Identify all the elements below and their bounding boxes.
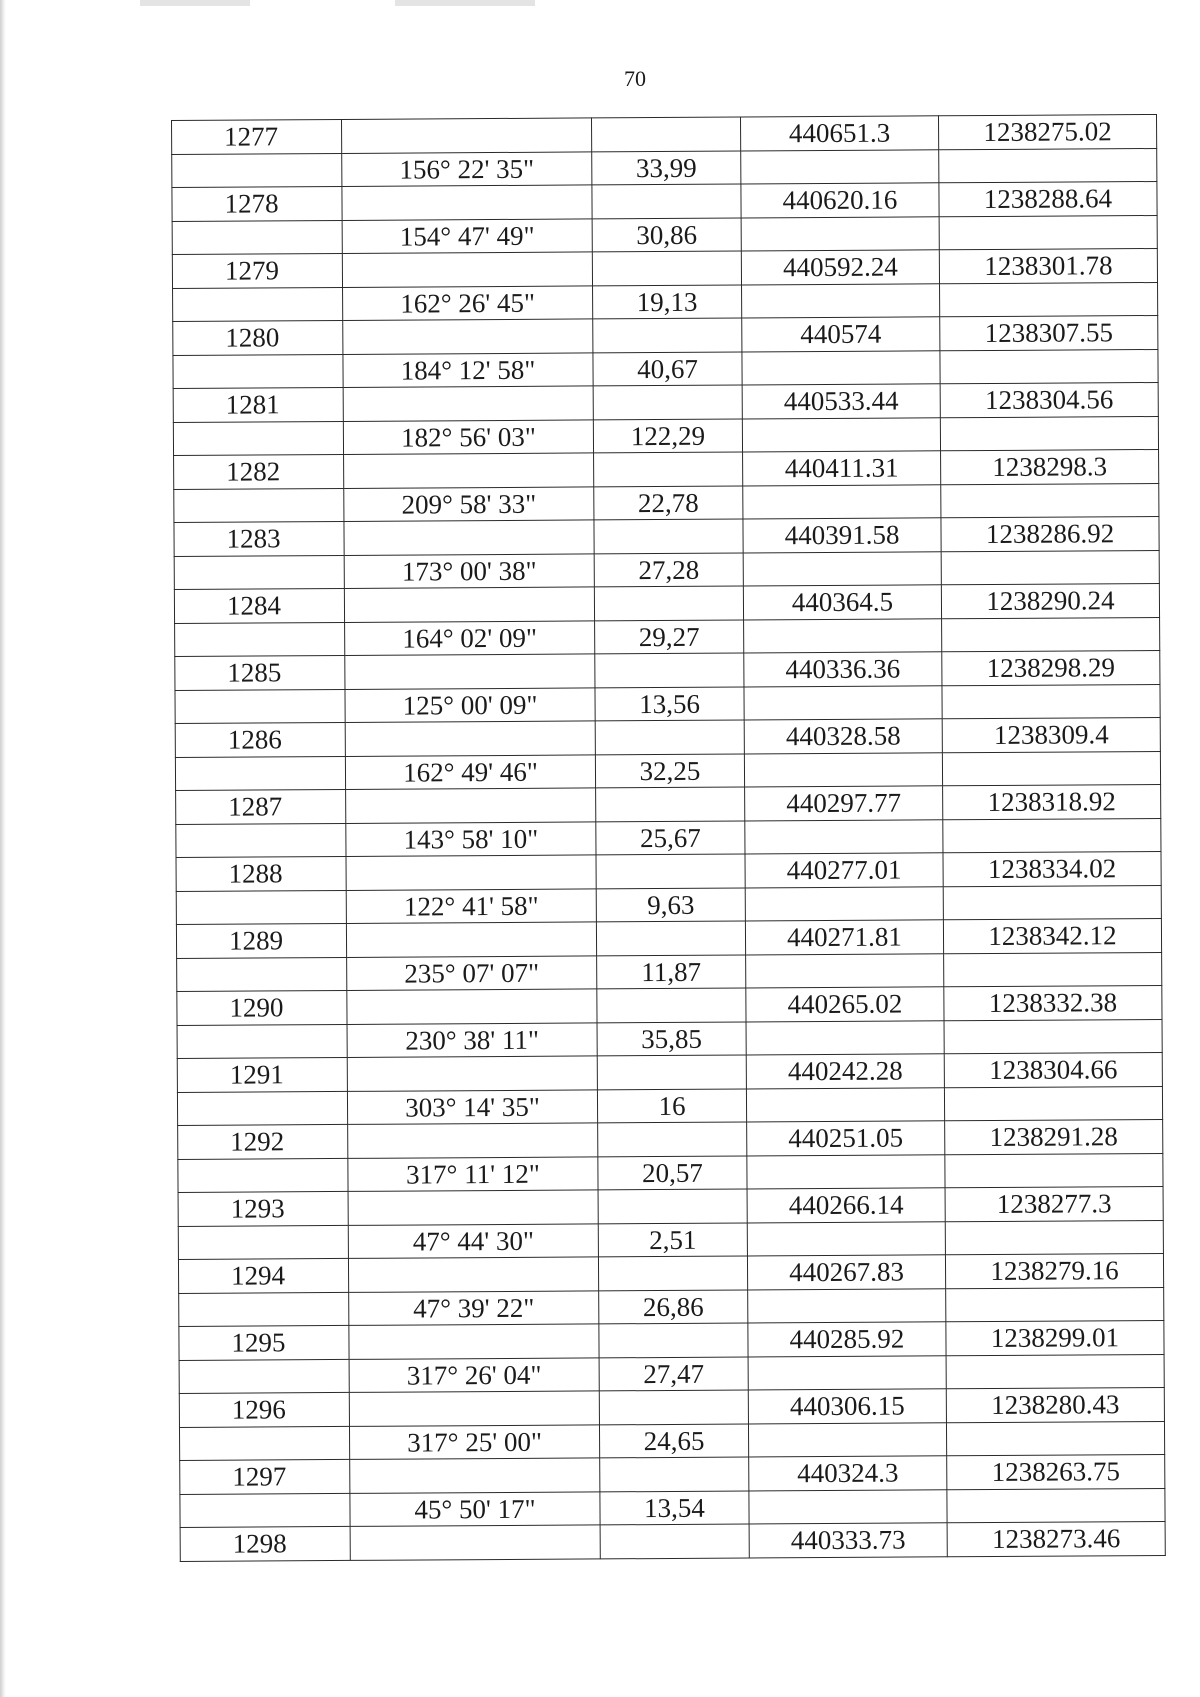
x-coordinate-cell: 440411.31 <box>743 451 941 486</box>
distance-cell: 9,63 <box>596 888 745 922</box>
direction-angle-cell <box>348 1190 598 1225</box>
x-coordinate-cell <box>746 953 944 988</box>
y-coordinate-cell <box>942 751 1160 786</box>
y-coordinate-cell <box>946 1354 1164 1389</box>
direction-angle-cell <box>350 1458 600 1493</box>
direction-angle-cell <box>346 922 596 957</box>
point-number-cell: 1296 <box>179 1392 349 1427</box>
distance-cell <box>599 1323 748 1357</box>
x-coordinate-cell <box>743 484 941 519</box>
point-number-cell: 1280 <box>173 320 343 355</box>
scan-top-mark <box>140 0 250 6</box>
distance-cell: 27,47 <box>599 1356 748 1390</box>
y-coordinate-cell: 1238304.56 <box>940 382 1158 417</box>
y-coordinate-cell <box>941 483 1159 518</box>
y-coordinate-cell: 1238342.12 <box>943 918 1161 953</box>
x-coordinate-cell: 440328.58 <box>744 719 942 754</box>
y-coordinate-cell: 1238307.55 <box>940 315 1158 350</box>
point-row <box>177 985 1162 1025</box>
point-row <box>174 583 1159 623</box>
point-number-cell: 1297 <box>180 1459 350 1494</box>
x-coordinate-cell: 440533.44 <box>742 384 940 419</box>
distance-cell: 29,27 <box>595 620 744 654</box>
point-number-cell <box>173 421 343 456</box>
y-coordinate-cell <box>946 1421 1164 1456</box>
direction-angle-cell <box>346 855 596 890</box>
distance-cell: 24,65 <box>599 1423 748 1457</box>
direction-angle-cell <box>345 654 595 689</box>
point-number-cell: 1289 <box>176 923 346 958</box>
point-number-cell <box>175 756 345 791</box>
point-row <box>175 717 1160 757</box>
x-coordinate-cell <box>749 1489 947 1524</box>
y-coordinate-cell: 1238304.66 <box>944 1052 1162 1087</box>
x-coordinate-cell <box>745 886 943 921</box>
y-coordinate-cell: 1238279.16 <box>945 1253 1163 1288</box>
point-row <box>180 1454 1165 1494</box>
distance-cell <box>598 1122 747 1156</box>
y-coordinate-cell: 1238291.28 <box>945 1119 1163 1154</box>
distance-cell: 33,99 <box>592 151 741 185</box>
x-coordinate-cell <box>742 417 940 452</box>
distance-cell <box>596 921 745 955</box>
distance-cell: 13,54 <box>600 1490 749 1524</box>
distance-cell <box>597 988 746 1022</box>
x-coordinate-cell <box>746 1020 944 1055</box>
point-number-cell <box>173 354 343 389</box>
x-coordinate-cell: 440251.05 <box>747 1121 945 1156</box>
point-number-cell: 1298 <box>180 1526 350 1561</box>
direction-angle-cell <box>350 1525 600 1560</box>
distance-cell <box>592 251 741 285</box>
distance-cell <box>593 385 742 419</box>
y-coordinate-cell: 1238273.46 <box>947 1521 1165 1556</box>
direction-angle-cell: 235° 07' 07" <box>347 955 597 990</box>
x-coordinate-cell <box>748 1288 946 1323</box>
point-number-cell <box>174 488 344 523</box>
x-coordinate-cell <box>744 618 942 653</box>
point-number-cell <box>175 622 345 657</box>
y-coordinate-cell <box>939 148 1157 183</box>
x-coordinate-cell <box>741 149 939 184</box>
y-coordinate-cell: 1238318.92 <box>943 784 1161 819</box>
coordinates-table <box>171 114 1166 1561</box>
y-coordinate-cell: 1238263.75 <box>947 1454 1165 1489</box>
distance-cell <box>592 184 741 218</box>
direction-angle-cell: 317° 26' 04" <box>349 1357 599 1392</box>
point-number-cell: 1294 <box>178 1258 348 1293</box>
point-number-cell: 1292 <box>178 1124 348 1159</box>
y-coordinate-cell: 1238298.29 <box>942 650 1160 685</box>
direction-angle-cell: 164° 02' 09" <box>345 620 595 655</box>
point-number-cell: 1284 <box>174 588 344 623</box>
scan-top-mark <box>395 0 535 6</box>
point-number-cell <box>177 1024 347 1059</box>
point-number-cell <box>173 287 343 322</box>
point-row <box>176 784 1161 824</box>
x-coordinate-cell: 440336.36 <box>744 652 942 687</box>
distance-cell <box>596 854 745 888</box>
point-number-cell <box>176 890 346 925</box>
point-number-cell <box>179 1359 349 1394</box>
point-number-cell: 1291 <box>177 1057 347 1092</box>
point-row <box>172 248 1157 288</box>
scan-edge-shadow <box>0 0 6 1697</box>
distance-cell <box>594 452 743 486</box>
point-row <box>177 1052 1162 1092</box>
distance-cell <box>591 117 740 151</box>
point-number-cell <box>179 1426 349 1461</box>
distance-cell <box>595 720 744 754</box>
direction-angle-cell: 173° 00' 38" <box>344 553 594 588</box>
distance-cell <box>595 653 744 687</box>
direction-angle-cell <box>344 587 594 622</box>
distance-cell: 122,29 <box>593 419 742 453</box>
direction-angle-cell: 303° 14' 35" <box>347 1089 597 1124</box>
direction-angle-cell: 230° 38' 11" <box>347 1022 597 1057</box>
y-coordinate-cell <box>940 282 1158 317</box>
y-coordinate-cell <box>944 952 1162 987</box>
y-coordinate-cell <box>944 1086 1162 1121</box>
distance-cell: 40,67 <box>593 352 742 386</box>
direction-angle-cell: 47° 44' 30" <box>348 1223 598 1258</box>
x-coordinate-cell: 440574 <box>742 317 940 352</box>
distance-cell <box>600 1457 749 1491</box>
y-coordinate-cell: 1238298.3 <box>941 449 1159 484</box>
x-coordinate-cell: 440364.5 <box>743 585 941 620</box>
direction-angle-cell <box>347 989 597 1024</box>
y-coordinate-cell <box>945 1153 1163 1188</box>
point-number-cell <box>176 823 346 858</box>
direction-angle-cell: 317° 25' 00" <box>349 1424 599 1459</box>
y-coordinate-cell: 1238309.4 <box>942 717 1160 752</box>
point-row <box>178 1253 1163 1293</box>
y-coordinate-cell: 1238280.43 <box>946 1387 1164 1422</box>
direction-angle-cell: 154° 47' 49" <box>342 218 592 253</box>
point-number-cell <box>172 220 342 255</box>
y-coordinate-cell: 1238275.02 <box>938 114 1156 149</box>
direction-angle-cell <box>342 252 592 287</box>
point-row <box>178 1119 1163 1159</box>
direction-angle-cell: 143° 58' 10" <box>346 821 596 856</box>
point-row <box>172 181 1157 221</box>
direction-angle-cell: 122° 41' 58" <box>346 888 596 923</box>
distance-cell <box>596 787 745 821</box>
point-number-cell: 1281 <box>173 387 343 422</box>
direction-angle-cell <box>344 453 594 488</box>
x-coordinate-cell <box>743 551 941 586</box>
distance-cell <box>594 519 743 553</box>
distance-cell <box>598 1256 747 1290</box>
point-number-cell: 1288 <box>176 856 346 891</box>
y-coordinate-cell <box>941 550 1159 585</box>
distance-cell: 35,85 <box>597 1022 746 1056</box>
point-number-cell: 1277 <box>172 119 342 154</box>
point-number-cell <box>174 555 344 590</box>
point-row <box>179 1320 1164 1360</box>
distance-cell: 30,86 <box>592 218 741 252</box>
point-row <box>178 1186 1163 1226</box>
x-coordinate-cell: 440242.28 <box>746 1054 944 1089</box>
distance-cell <box>600 1524 749 1558</box>
x-coordinate-cell: 440306.15 <box>748 1389 946 1424</box>
x-coordinate-cell <box>742 350 940 385</box>
x-coordinate-cell: 440271.81 <box>745 920 943 955</box>
y-coordinate-cell <box>939 215 1157 250</box>
point-number-cell <box>178 1225 348 1260</box>
distance-cell: 25,67 <box>596 821 745 855</box>
point-number-cell <box>179 1292 349 1327</box>
point-number-cell <box>172 153 342 188</box>
x-coordinate-cell: 440277.01 <box>745 853 943 888</box>
point-row <box>174 449 1159 489</box>
y-coordinate-cell: 1238290.24 <box>941 583 1159 618</box>
x-coordinate-cell: 440391.58 <box>743 518 941 553</box>
direction-angle-cell <box>349 1324 599 1359</box>
direction-angle-cell <box>345 721 595 756</box>
point-number-cell <box>178 1158 348 1193</box>
x-coordinate-cell <box>745 819 943 854</box>
direction-angle-cell <box>348 1257 598 1292</box>
y-coordinate-cell: 1238332.38 <box>944 985 1162 1020</box>
direction-angle-cell <box>347 1056 597 1091</box>
y-coordinate-cell <box>942 684 1160 719</box>
y-coordinate-cell <box>942 617 1160 652</box>
x-coordinate-cell <box>744 685 942 720</box>
distance-cell <box>593 318 742 352</box>
page-number: 70 <box>624 66 646 91</box>
distance-cell: 22,78 <box>594 486 743 520</box>
direction-angle-cell: 156° 22' 35" <box>342 151 592 186</box>
point-number-cell: 1290 <box>177 990 347 1025</box>
y-coordinate-cell <box>943 818 1161 853</box>
y-coordinate-cell: 1238277.3 <box>945 1186 1163 1221</box>
direction-angle-cell: 162° 26' 45" <box>343 285 593 320</box>
point-number-cell: 1283 <box>174 521 344 556</box>
point-row <box>173 315 1158 355</box>
x-coordinate-cell: 440265.02 <box>746 987 944 1022</box>
point-number-cell: 1295 <box>179 1325 349 1360</box>
point-row <box>173 382 1158 422</box>
x-coordinate-cell <box>744 752 942 787</box>
point-number-cell: 1285 <box>175 655 345 690</box>
distance-cell: 20,57 <box>598 1156 747 1190</box>
direction-angle-cell: 125° 00' 09" <box>345 687 595 722</box>
distance-cell: 27,28 <box>594 553 743 587</box>
point-number-cell: 1293 <box>178 1191 348 1226</box>
y-coordinate-cell: 1238288.64 <box>939 181 1157 216</box>
direction-angle-cell: 47° 39' 22" <box>349 1290 599 1325</box>
x-coordinate-cell: 440267.83 <box>747 1255 945 1290</box>
direction-angle-cell: 209° 58' 33" <box>344 486 594 521</box>
point-number-cell: 1282 <box>174 454 344 489</box>
point-number-cell <box>177 1091 347 1126</box>
point-row <box>180 1521 1165 1561</box>
distance-cell: 16 <box>597 1089 746 1123</box>
x-coordinate-cell: 440651.3 <box>740 116 938 151</box>
x-coordinate-cell: 440297.77 <box>745 786 943 821</box>
x-coordinate-cell: 440285.92 <box>748 1322 946 1357</box>
y-coordinate-cell: 1238286.92 <box>941 516 1159 551</box>
point-number-cell: 1287 <box>176 789 346 824</box>
point-row <box>172 114 1157 154</box>
y-coordinate-cell <box>940 416 1158 451</box>
coordinates-table-body <box>172 114 1166 1560</box>
x-coordinate-cell: 440333.73 <box>749 1523 947 1558</box>
direction-angle-cell <box>342 185 592 220</box>
point-number-cell <box>175 689 345 724</box>
direction-angle-cell <box>346 788 596 823</box>
point-number-cell: 1278 <box>172 186 342 221</box>
x-coordinate-cell <box>741 216 939 251</box>
point-number-cell <box>180 1493 350 1528</box>
distance-cell: 13,56 <box>595 687 744 721</box>
y-coordinate-cell <box>946 1287 1164 1322</box>
y-coordinate-cell: 1238334.02 <box>943 851 1161 886</box>
x-coordinate-cell: 440592.24 <box>741 250 939 285</box>
distance-cell: 19,13 <box>593 285 742 319</box>
y-coordinate-cell <box>943 885 1161 920</box>
point-row <box>174 516 1159 556</box>
y-coordinate-cell <box>947 1488 1165 1523</box>
x-coordinate-cell <box>747 1221 945 1256</box>
distance-cell: 2,51 <box>598 1223 747 1257</box>
point-number-cell: 1286 <box>175 722 345 757</box>
direction-angle-cell <box>344 520 594 555</box>
distance-cell: 11,87 <box>597 955 746 989</box>
point-row <box>176 851 1161 891</box>
distance-cell <box>597 1055 746 1089</box>
direction-angle-cell <box>348 1123 598 1158</box>
point-number-cell: 1279 <box>172 253 342 288</box>
distance-cell <box>598 1189 747 1223</box>
x-coordinate-cell: 440620.16 <box>741 183 939 218</box>
y-coordinate-cell <box>945 1220 1163 1255</box>
direction-angle-cell: 162° 49' 46" <box>345 754 595 789</box>
distance-cell <box>594 586 743 620</box>
point-row <box>176 918 1161 958</box>
distance-cell <box>599 1390 748 1424</box>
x-coordinate-cell <box>746 1087 944 1122</box>
x-coordinate-cell <box>748 1422 946 1457</box>
direction-angle-cell <box>349 1391 599 1426</box>
point-row <box>179 1387 1164 1427</box>
y-coordinate-cell: 1238299.01 <box>946 1320 1164 1355</box>
x-coordinate-cell: 440266.14 <box>747 1188 945 1223</box>
direction-angle-cell <box>343 386 593 421</box>
direction-angle-cell <box>341 118 591 153</box>
x-coordinate-cell: 440324.3 <box>749 1456 947 1491</box>
point-row <box>175 650 1160 690</box>
direction-angle-cell: 317° 11' 12" <box>348 1156 598 1191</box>
direction-angle-cell: 182° 56' 03" <box>343 419 593 454</box>
point-number-cell <box>177 957 347 992</box>
distance-cell: 26,86 <box>599 1289 748 1323</box>
x-coordinate-cell <box>742 283 940 318</box>
distance-cell: 32,25 <box>595 754 744 788</box>
y-coordinate-cell <box>940 349 1158 384</box>
y-coordinate-cell: 1238301.78 <box>939 248 1157 283</box>
y-coordinate-cell <box>944 1019 1162 1054</box>
x-coordinate-cell <box>748 1355 946 1390</box>
direction-angle-cell: 184° 12' 58" <box>343 352 593 387</box>
direction-angle-cell <box>343 319 593 354</box>
x-coordinate-cell <box>747 1154 945 1189</box>
direction-angle-cell: 45° 50' 17" <box>350 1491 600 1526</box>
